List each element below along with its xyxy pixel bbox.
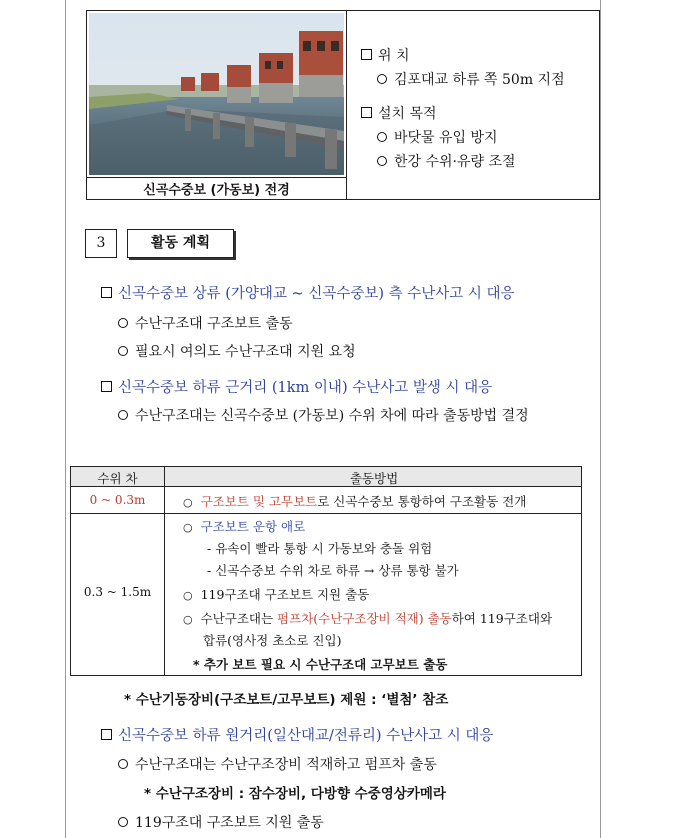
row2-support: [183, 585, 369, 603]
purpose-label: [361, 103, 437, 123]
bullet-icon: [377, 154, 394, 170]
column-header-water-level: 수위 차: [97, 471, 138, 486]
bullet-icon: [377, 72, 394, 88]
bullet-icon: [118, 815, 135, 831]
section-number: 3: [85, 229, 117, 258]
location-value-text: 김포대교 하류 쪽 50m 지점: [394, 72, 565, 88]
plan3-item: [118, 812, 324, 832]
column-divider: [346, 11, 347, 199]
plan1-item: [118, 313, 293, 333]
bullet-icon: [377, 130, 394, 146]
bullet-icon: [183, 519, 201, 534]
row1-method-highlight: 구조보트 및 고무보트: [200, 494, 318, 509]
plan3-item-text: 수난구조대는 수난구조장비 적재하고 펌프차 출동: [135, 757, 437, 773]
purpose-item-text: 바닷물 유입 방지: [394, 130, 498, 146]
plan2-heading-text: 신곡수중보 하류 근거리 (1km 이내) 수난사고 발생 시 대응: [118, 380, 493, 396]
row2-pump-text: 수난구조대는: [200, 611, 278, 626]
row2-pump: [183, 609, 552, 627]
bullet-icon: [183, 494, 201, 509]
row2-pump-highlight: 펌프차(수난구조장비 적재) 출동: [277, 611, 452, 626]
weir-photo: [89, 13, 344, 175]
overview-table: [86, 10, 600, 200]
purpose-item-text: 한강 수위·유량 조절: [394, 154, 516, 170]
plan3-item: [118, 754, 437, 774]
plan3-note: * 수난구조장비 : 잠수장비, 다방향 수중영상카메라: [144, 786, 446, 802]
row-divider: [87, 177, 346, 178]
plan1-heading-text: 신곡수중보 상류 (가양대교 ~ 신곡수중보) 측 수난사고 시 대응: [118, 286, 515, 302]
row2-note: * 추가 보트 필요 시 수난구조대 고무보트 출동: [193, 657, 448, 672]
purpose-item: [377, 127, 498, 147]
dispatch-method-table: [70, 466, 582, 676]
column-header-method: 출동방법: [349, 471, 399, 486]
bullet-icon: [183, 587, 201, 602]
row2-caution: [183, 517, 305, 535]
row2-detail: - 유속이 빨라 통항 시 가동보와 충돌 위험: [207, 541, 433, 556]
location-label-text: 위 치: [378, 48, 410, 64]
row1-method: [183, 492, 526, 510]
plan3-item-text: 119구조대 구조보트 지원 출동: [135, 815, 324, 831]
photo-caption: 신곡수중보 (가동보) 전경: [143, 183, 290, 198]
row2-pump-line2: 합류(영사정 초소로 진입): [203, 633, 342, 648]
bullet-icon: [118, 408, 135, 424]
row2-detail: - 신곡수중보 수위 차로 하류 → 상류 통항 불가: [207, 563, 459, 578]
plan3-heading-text: 신곡수중보 하류 원거리(일산대교/전류리) 수난사고 시 대응: [118, 728, 494, 744]
bullet-icon: [118, 344, 135, 360]
equipment-note: * 수난기동장비(구조보트/고무보트) 제원 : ‘별첨’ 참조: [124, 692, 449, 708]
bullet-icon: [183, 611, 201, 626]
row1-range: 0 ~ 0.3m: [89, 493, 146, 507]
row2-range: 0.3 ~ 1.5m: [83, 585, 152, 599]
plan1-item-text: 필요시 여의도 수난구조대 지원 요청: [135, 344, 356, 360]
plan1-heading: [101, 282, 515, 303]
table-column-divider: [164, 467, 165, 675]
plan2-item-text: 수난구조대는 신곡수중보 (가동보) 수위 차에 따라 출동방법 결정: [135, 408, 529, 424]
row2-pump-text-end: 하여 119구조대와: [451, 611, 553, 626]
section-title: 활동 계획: [127, 229, 234, 258]
plan2-heading: [101, 376, 492, 397]
table-row-divider: [71, 513, 581, 514]
plan1-item: [118, 341, 356, 361]
bullet-icon: [118, 316, 135, 332]
plan2-item: [118, 405, 529, 425]
document-page: [65, 0, 601, 838]
location-value: [377, 69, 565, 89]
purpose-label-text: 설치 목적: [378, 106, 437, 122]
plan1-item-text: 수난구조대 구조보트 출동: [135, 316, 293, 332]
row1-method-text: 로 신곡수중보 통항하여 구조활동 전개: [317, 494, 527, 509]
bullet-icon: [118, 757, 135, 773]
row2-support-text: 119구조대 구조보트 지원 출동: [200, 587, 370, 602]
row2-caution-text: 구조보트 운항 애로: [200, 519, 306, 534]
purpose-item: [377, 151, 516, 171]
location-label: [361, 45, 410, 65]
plan3-heading: [101, 724, 493, 745]
